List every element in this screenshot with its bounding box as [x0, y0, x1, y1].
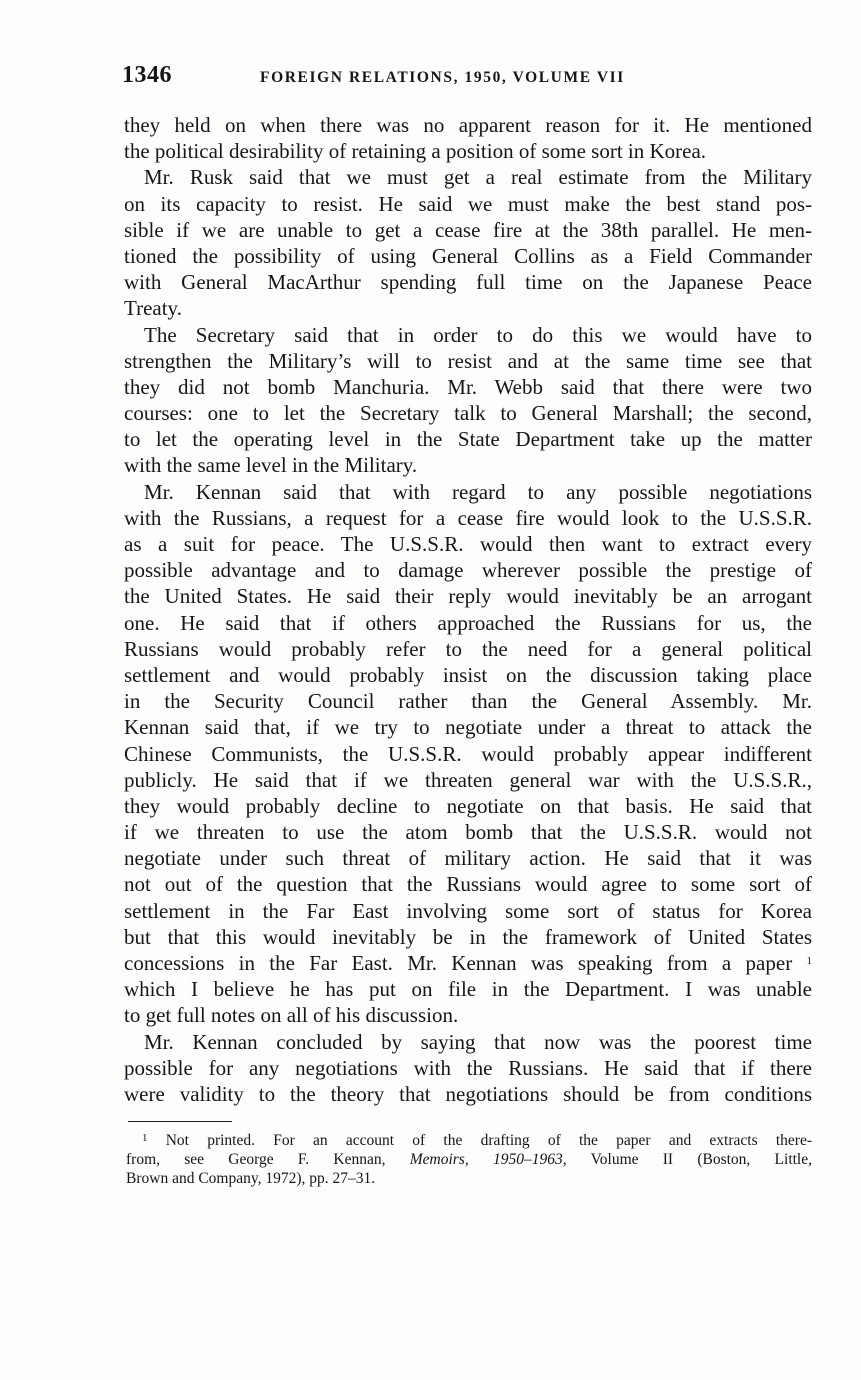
- footnote-divider: [128, 1121, 232, 1122]
- text-line: as a suit for peace. The U.S.S.R. would then want to extract every: [124, 532, 812, 556]
- text-line: Chinese Communists, the U.S.S.R. would probably appear indifferent: [124, 741, 812, 766]
- footnote-reference[interactable]: 1: [806, 955, 812, 967]
- text-line: with General MacArthur spending full time on the Japanese Peace: [124, 270, 812, 295]
- text-line: the United States. He said their reply would inevitably be an arrogant: [124, 584, 812, 609]
- text-line: which I believe he has put on file in the Department. I was unable: [124, 977, 812, 1002]
- text-line: they held on when there was no apparent reason for it. He mentioned: [124, 113, 812, 137]
- text-line: settlement and would probably insist on the discussion taking place: [124, 662, 812, 687]
- text-line: with the same level in the Military.: [124, 453, 418, 478]
- text-line: negotiate under such threat of military action. He said that it was: [124, 846, 812, 871]
- text-line: but that this would inevitably be in the framework of United States: [124, 924, 812, 949]
- text-line: one. He said that if others approached the Russians for us, the: [124, 610, 812, 635]
- page-number: 1346: [122, 62, 172, 88]
- text-line: in the Security Council rather than the General Assembly. Mr.: [124, 689, 812, 714]
- text-line: possible advantage and to damage wherever possible the prestige of: [124, 558, 812, 583]
- text-line: Treaty.: [124, 296, 182, 321]
- text-line-with-footnote-ref: [124, 950, 812, 976]
- footnote-line: Brown and Company, 1972), pp. 27–31.: [126, 1170, 376, 1187]
- text-line: they would probably decline to negotiate on that basis. He said that: [124, 793, 812, 818]
- text-line: settlement in the Far East involving some sort of status for Korea: [124, 898, 812, 923]
- text-line: sible if we are unable to get a cease fire at the 38th parallel. He men-: [124, 217, 812, 242]
- running-head: FOREIGN RELATIONS, 1950, VOLUME VII: [260, 69, 625, 86]
- body-text: [124, 112, 812, 1107]
- text-line: Russians would probably refer to the need for a general political: [124, 636, 812, 661]
- footnote-text: Not printed. For an account of the drafting of the paper and extracts there-: [165, 1132, 812, 1149]
- text-line: not out of the question that the Russians would agree to some sort of: [124, 872, 812, 897]
- text-line: Mr. Rusk said that we must get a real estimate from the Military: [144, 165, 812, 190]
- text-line: they did not bomb Manchuria. Mr. Webb said that there were two: [124, 374, 812, 399]
- text-line: publicly. He said that if we threaten general war with the U.S.S.R.,: [124, 767, 812, 792]
- text-line: were validity to the theory that negotiations should be from conditions: [124, 1081, 812, 1106]
- text-line: with the Russians, a request for a cease fire would look to the U.S.S.R.: [124, 505, 812, 530]
- text-line: to let the operating level in the State Department take up the matter: [124, 427, 812, 452]
- text-line: to get full notes on all of his discussion.: [124, 1003, 459, 1028]
- text-line: Mr. Kennan concluded by saying that now was the poorest time: [144, 1029, 812, 1054]
- footnote-book-title: Memoirs, 1950–1963: [409, 1151, 563, 1168]
- footnote-text: from, see George F. Kennan,: [126, 1151, 410, 1168]
- text-line: possible for any negotiations with the Russians. He said that if there: [124, 1055, 812, 1080]
- text-line: tioned the possibility of using General Collins as a Field Commander: [124, 243, 812, 268]
- text-line: the political desirability of retaining a position of some sort in Korea.: [124, 139, 707, 164]
- footnote-text: , Volume II (Boston, Little,: [562, 1151, 812, 1168]
- text-line: on its capacity to resist. He said we must make the best stand pos-: [124, 191, 812, 216]
- text-line: Mr. Kennan said that with regard to any possible negotiations: [144, 479, 812, 504]
- text-line: strengthen the Military’s will to resist and at the same time see that: [124, 348, 812, 373]
- text-line-content: concessions in the Far East. Mr. Kennan was speaking from a paper: [124, 951, 793, 975]
- text-line: The Secretary said that in order to do this we would have to: [144, 322, 812, 347]
- page-header: [122, 62, 812, 92]
- footnote-line: [126, 1150, 812, 1169]
- footnote-marker: 1: [142, 1132, 148, 1144]
- footnote: [126, 1131, 812, 1188]
- text-line: courses: one to let the Secretary talk to General Marshall; the second,: [124, 401, 812, 426]
- text-line: if we threaten to use the atom bomb that the U.S.S.R. would not: [124, 820, 812, 845]
- footnote-line: [126, 1131, 812, 1150]
- text-line: Kennan said that, if we try to negotiate under a threat to attack the: [124, 715, 812, 740]
